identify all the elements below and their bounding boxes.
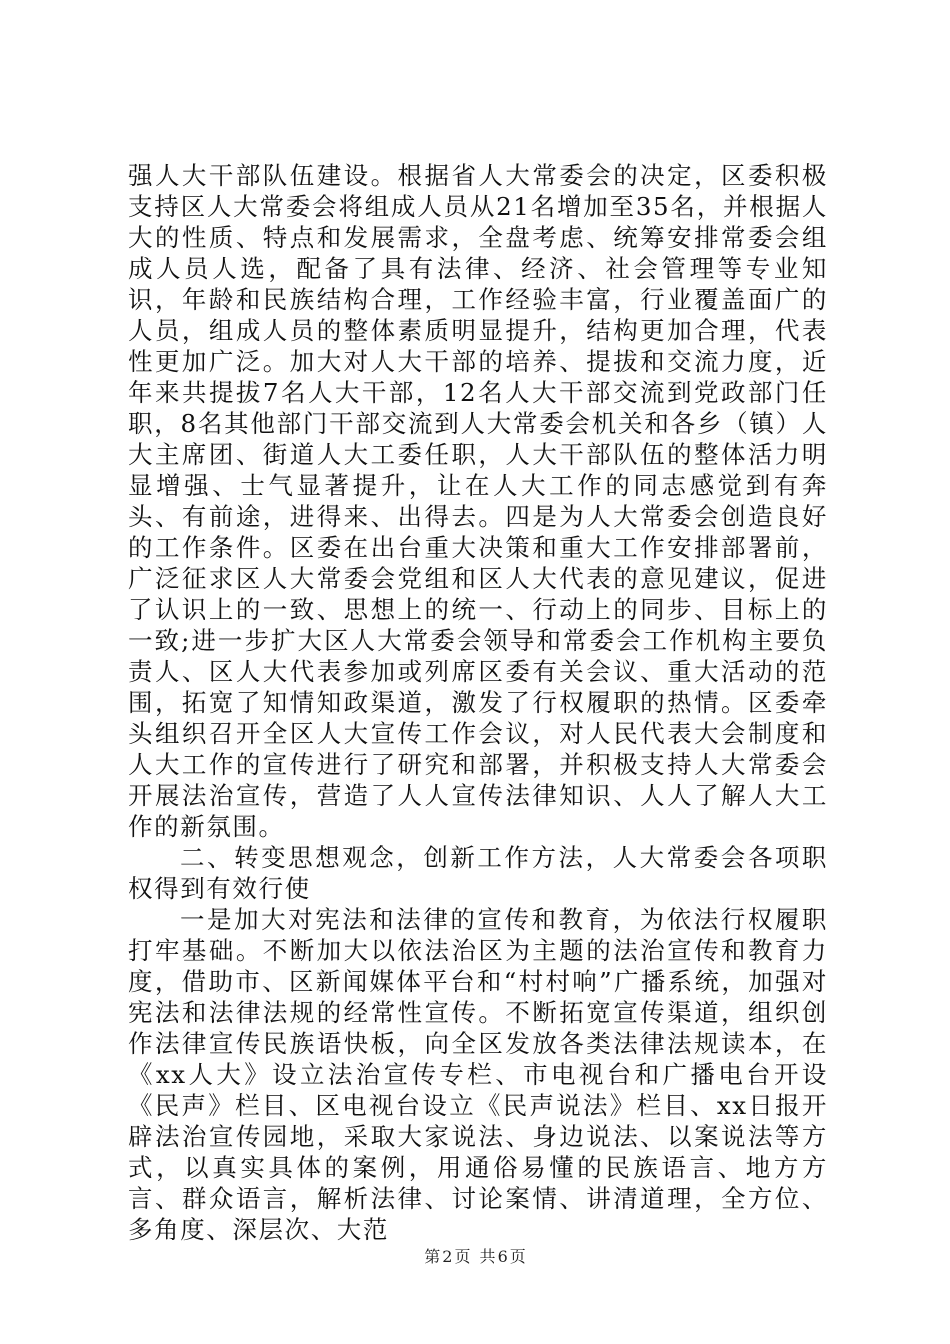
total-suffix: 页	[509, 1247, 526, 1266]
page-total-label	[479, 1247, 527, 1266]
paragraph-2-heading: 二、转变思想观念，创新工作方法，人大常委会各项职权得到有效行使	[128, 843, 828, 903]
document-body	[128, 160, 828, 1245]
page-suffix: 页	[454, 1247, 471, 1266]
total-prefix: 共	[479, 1247, 496, 1266]
paragraph-3: 一是加大对宪法和法律的宣传和教育，为依法行权履职打牢基础。不断加大以依法治区为主题的法治宣传和教育力度，借助市、区新闻媒体平台和“村村响”广播系统，加强对宪法和法律法规的经常性宣传。不断拓宽宣传渠道，组织创作法律宣传民族语快板，向全区发放各类法律法规读本，在《xx人大》设立法治宣传专栏、市电视台和广播电台开设《民声》栏目、区电视台设立《民声说法》栏目、xx日报开辟法治宣传园地，采取大家说法、身边说法、以案说法等方式，以真实具体的案例，用通俗易懂的民族语言、地方方言、群众语言，解析法律、讨论案情、讲清道理，全方位、多角度、深层次、大范	[128, 905, 828, 1244]
page-number-label	[423, 1247, 471, 1266]
paragraph-1: 强人大干部队伍建设。根据省人大常委会的决定，区委积极支持区人大常委会将组成人员从21名增加至35名，并根据人大的性质、特点和发展需求，全盘考虑、统筹安排常委会组成人员人选，配备了具有法律、经济、社会管理等专业知识，年龄和民族结构合理，工作经验丰富，行业覆盖面广的人员，组成人员的整体素质明显提升，结构更加合理，代表性更加广泛。加大对人大干部的培养、提拔和交流力度，近年来共提拔7名人大干部，12名人大干部交流到党政部门任职，8名其他部门干部交流到人大常委会机关和各乡（镇）人大主席团、街道人大工委任职，人大干部队伍的整体活力明显增强、士气显著提升，让在人大工作的同志感觉到有奔头、有前途，进得来、出得去。四是为人大常委会创造良好的工作条件。区委在出台重大决策和重大工作安排部署前，广泛征求区人大常委会党组和区人大代表的意见建议，促进了认识上的一致、思想上的统一、行动上的同步、目标上的一致;进一步扩大区人大常委会领导和常委会工作机构主要负责人、区人大代表参加或列席区委有关会议、重大活动的范围，拓宽了知情知政渠道，激发了行权履职的热情。区委牵头组织召开全区人大宣传工作会议，对人民代表大会制度和人大工作的宣传进行了研究和部署，并积极支持人大常委会开展法治宣传，营造了人人宣传法律知识、人人了解人大工作的新氛围。	[128, 161, 828, 841]
page-prefix: 第	[424, 1247, 441, 1266]
page-total: 6	[497, 1247, 508, 1266]
page-footer	[0, 1244, 950, 1267]
page-current: 2	[442, 1247, 453, 1266]
